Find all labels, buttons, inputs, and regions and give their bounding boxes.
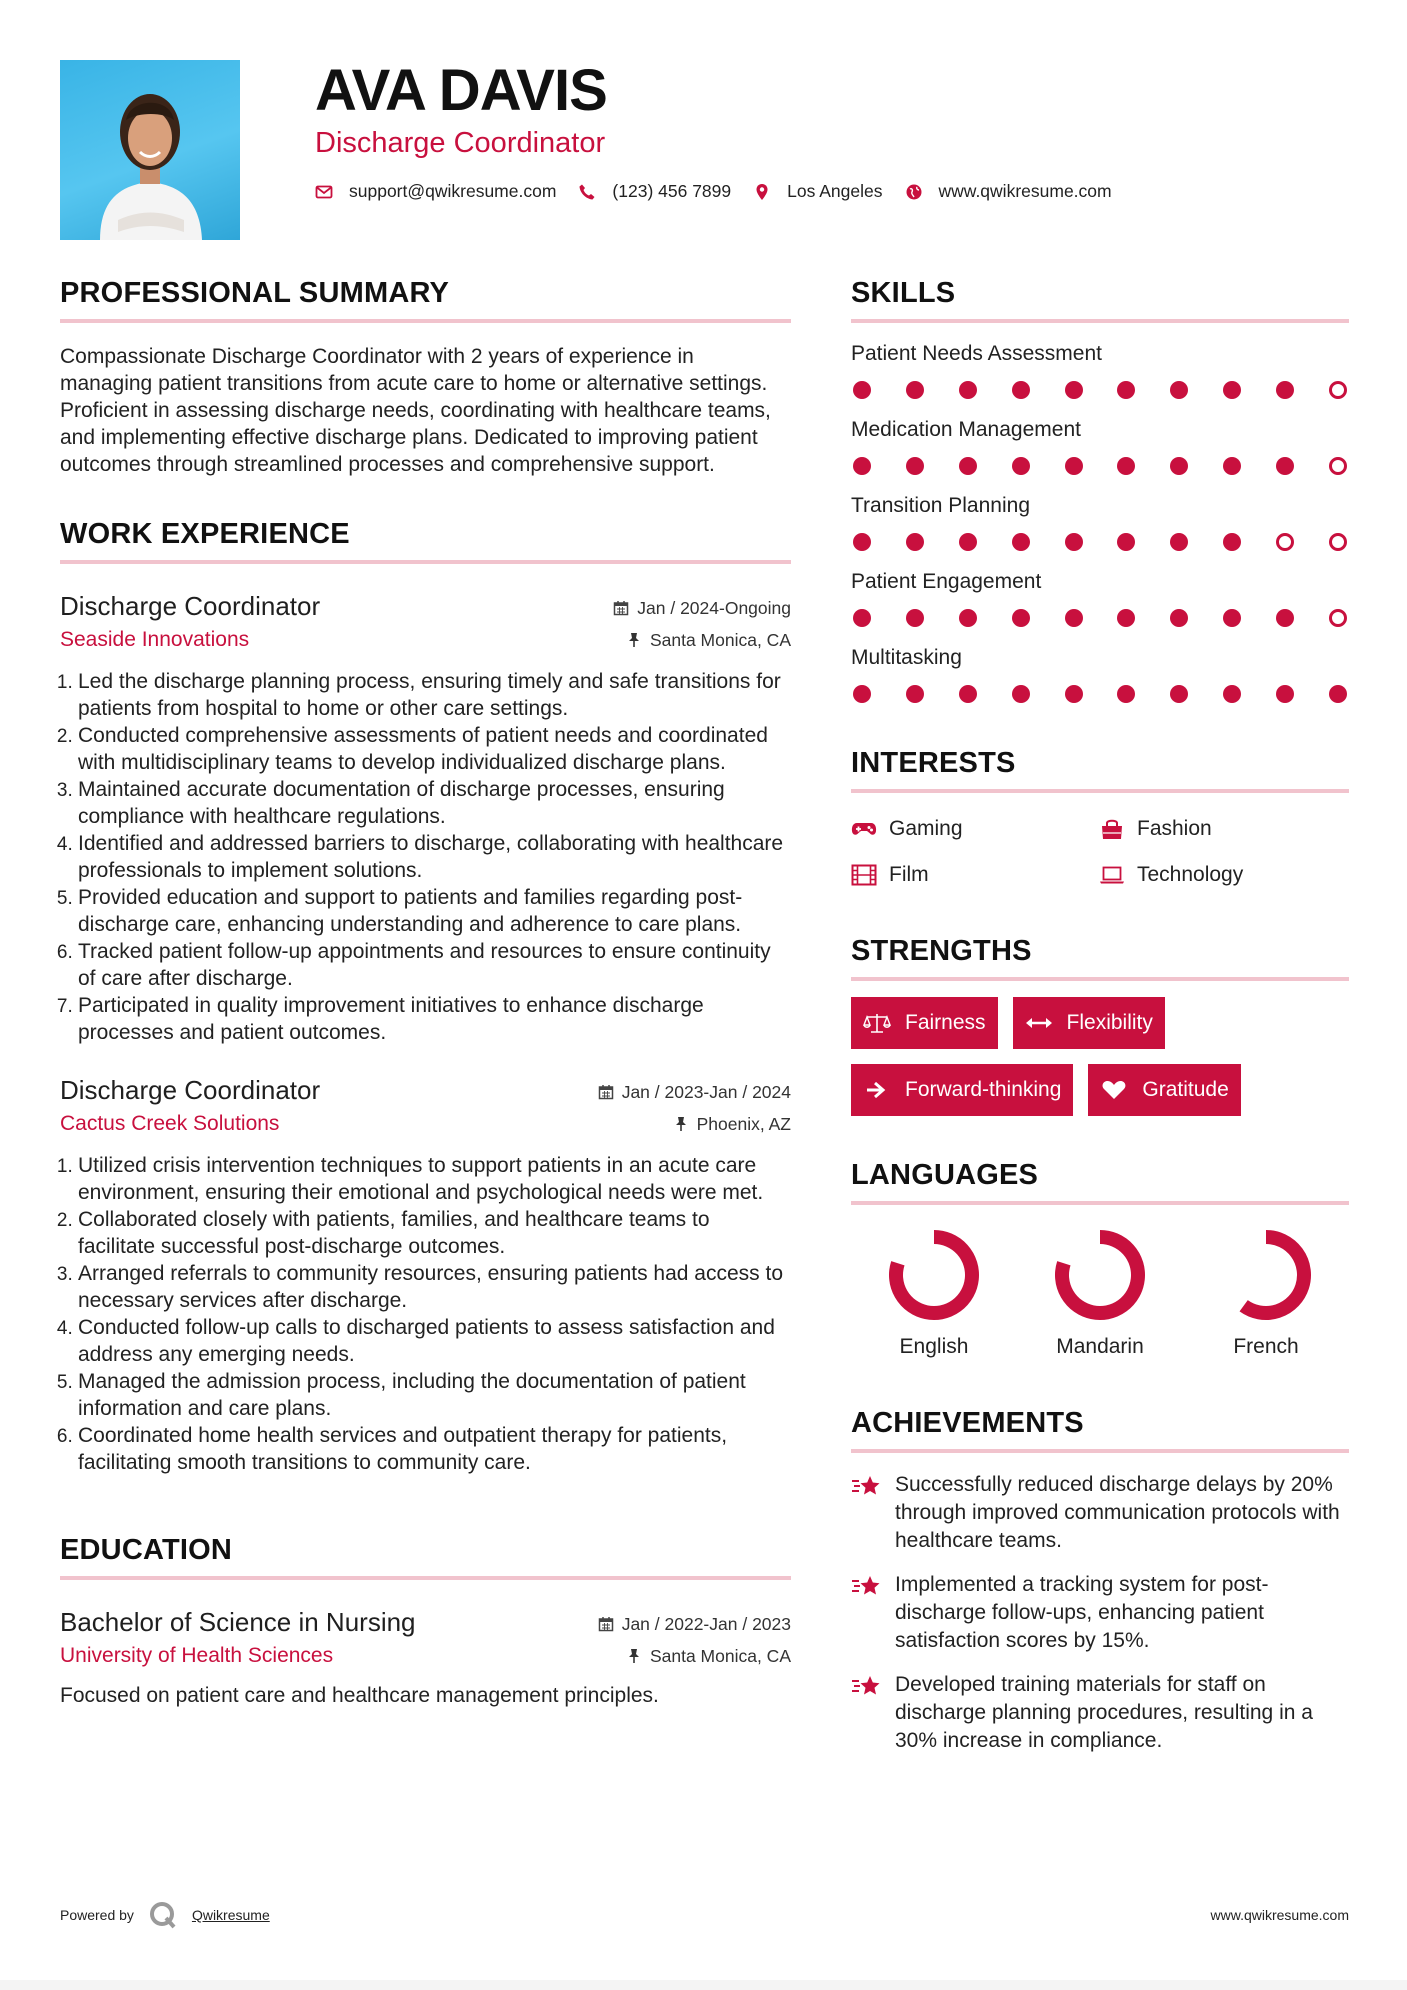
strength-label: Gratitude [1142, 1078, 1229, 1101]
job-duties [60, 1152, 791, 1476]
rating-dot-filled [1223, 381, 1241, 399]
right-column [851, 275, 1349, 1755]
job-location: Santa Monica, CA [649, 630, 791, 650]
interest-item [1099, 861, 1349, 889]
list-item: 6. Coordinated home health services and outpatient therapy for patients, facilitating smooth transitions to community care. [78, 1422, 791, 1476]
school-name: University of Health Sciences [60, 1644, 334, 1667]
skill-rating [851, 685, 1349, 703]
arrows-horizontal-icon [1025, 1012, 1053, 1034]
rating-dot-filled [906, 381, 924, 399]
rating-dot-filled [906, 685, 924, 703]
pushpin-icon [673, 1116, 689, 1132]
education-description: Focused on patient care and healthcare management principles. [60, 1684, 659, 1707]
job-duties [60, 668, 791, 1046]
interest-label: Film [889, 863, 929, 886]
language-ring [1218, 1227, 1314, 1323]
left-column [60, 275, 791, 1709]
email-text: support@qwikresume.com [349, 181, 557, 201]
achievement-text: Successfully reduced discharge delays by 20% through improved communication protocols with healthcare teams. [895, 1473, 1340, 1552]
skill-rating [851, 533, 1349, 551]
rating-dot-filled [1170, 457, 1188, 475]
job-dates: Jan / 2024-Ongoing [637, 598, 791, 618]
rating-dot-filled [1276, 381, 1294, 399]
job-entry [60, 590, 791, 1046]
job-entry [60, 1074, 791, 1476]
skill-item [851, 493, 1349, 551]
skill-name: Transition Planning [851, 494, 1030, 517]
list-item: 1. Led the discharge planning process, ensuring timely and safe transitions for patients from hospital to home or other care settings. [78, 668, 791, 722]
rating-dot-filled [1223, 533, 1241, 551]
language-ring [1052, 1227, 1148, 1323]
rating-dot-filled [853, 609, 871, 627]
skill-rating [851, 457, 1349, 475]
job-title: Discharge Coordinator [60, 1075, 321, 1105]
list-item: 4. Conducted follow-up calls to discharged patients to assess satisfaction and address any emerging needs. [78, 1314, 791, 1368]
rating-dot-filled [906, 533, 924, 551]
rating-dot-filled [959, 533, 977, 551]
heart-icon [1100, 1079, 1128, 1101]
rating-dot-filled [1170, 533, 1188, 551]
star-award-icon [851, 1573, 883, 1601]
rating-dot-filled [1117, 685, 1135, 703]
rating-dot-filled [853, 457, 871, 475]
rating-dot-filled [1276, 457, 1294, 475]
pushpin-icon [626, 632, 642, 648]
candidate-name: AVA DAVIS [315, 58, 607, 123]
interests-list [851, 815, 1349, 889]
location-text: Los Angeles [787, 181, 883, 201]
education-dates: Jan / 2022-Jan / 2023 [621, 1614, 791, 1634]
rating-dot-empty [1329, 609, 1347, 627]
rating-dot-filled [1223, 457, 1241, 475]
rating-dot-filled [853, 533, 871, 551]
rating-dot-empty [1329, 533, 1347, 551]
strength-chip [1088, 1064, 1240, 1116]
rating-dot-filled [1117, 457, 1135, 475]
contact-email[interactable] [315, 181, 556, 202]
rating-dot-filled [1012, 685, 1030, 703]
strength-label: Fairness [905, 1011, 986, 1034]
languages-heading: LANGUAGES [851, 1157, 1349, 1205]
language-ring [886, 1227, 982, 1323]
achievement-item [851, 1471, 1349, 1555]
rating-dot-filled [1223, 609, 1241, 627]
rating-dot-filled [1170, 685, 1188, 703]
interests-heading: INTERESTS [851, 745, 1349, 793]
qwikresume-logo-icon [148, 1900, 178, 1930]
rating-dot-filled [1065, 609, 1083, 627]
list-item: 5. Provided education and support to patients and families regarding post-discharge care, enhancing understanding and adherence to care plans. [78, 884, 791, 938]
job-dates: Jan / 2023-Jan / 2024 [621, 1082, 791, 1102]
list-item: 5. Managed the admission process, including the documentation of patient information and care plans. [78, 1368, 791, 1422]
strength-chip [851, 997, 998, 1049]
interest-label: Fashion [1137, 817, 1212, 840]
star-award-icon [851, 1473, 883, 1501]
rating-dot-filled [1065, 457, 1083, 475]
strength-chip [851, 1064, 1073, 1116]
list-item: 3. Arranged referrals to community resources, ensuring patients had access to necessary services after discharge. [78, 1260, 791, 1314]
globe-icon [905, 183, 923, 201]
list-item: 2. Collaborated closely with patients, families, and healthcare teams to facilitate successful post-discharge outcomes. [78, 1206, 791, 1260]
phone-text: (123) 456 7899 [612, 181, 732, 201]
rating-dot-filled [1065, 685, 1083, 703]
list-item: 4. Identified and addressed barriers to discharge, collaborating with healthcare professionals to implement solutions. [78, 830, 791, 884]
rating-dot-filled [959, 685, 977, 703]
map-marker-icon [753, 183, 771, 201]
education-location: Santa Monica, CA [649, 1646, 791, 1666]
interest-label: Technology [1137, 863, 1244, 886]
skill-rating [851, 609, 1349, 627]
balance-scale-icon [863, 1012, 891, 1034]
company-name: Cactus Creek Solutions [60, 1112, 280, 1135]
language-item [1183, 1227, 1349, 1359]
footer [60, 1900, 1349, 1930]
calendar-icon [598, 1084, 614, 1100]
star-award-icon [851, 1673, 883, 1701]
contact-website[interactable] [905, 181, 1112, 202]
rating-dot-filled [1223, 685, 1241, 703]
list-item: 1. Utilized crisis intervention techniques to support patients in an acute care environment, ensuring their emotional and psychological needs were met. [78, 1152, 791, 1206]
list-item: 6. Tracked patient follow-up appointments and resources to ensure continuity of care after discharge. [78, 938, 791, 992]
rating-dot-filled [1012, 533, 1030, 551]
skill-item [851, 341, 1349, 399]
strength-label: Flexibility [1066, 1011, 1153, 1034]
rating-dot-empty [1276, 533, 1294, 551]
list-item: 3. Maintained accurate documentation of discharge processes, ensuring compliance with healthcare regulations. [78, 776, 791, 830]
skill-rating [851, 381, 1349, 399]
achievements-list [851, 1471, 1349, 1755]
skill-item [851, 569, 1349, 627]
contact-bar [315, 181, 1365, 202]
calendar-icon [598, 1616, 614, 1632]
strengths-heading: STRENGTHS [851, 933, 1349, 981]
company-name: Seaside Innovations [60, 628, 250, 651]
rating-dot-filled [853, 381, 871, 399]
rating-dot-filled [1012, 457, 1030, 475]
rating-dot-filled [1170, 381, 1188, 399]
laptop-icon [1099, 864, 1125, 886]
phone-icon [578, 183, 596, 201]
degree-title: Bachelor of Science in Nursing [60, 1607, 416, 1637]
rating-dot-filled [1276, 685, 1294, 703]
shopping-bag-icon [1099, 818, 1125, 840]
summary-text: Compassionate Discharge Coordinator with 2 years of experience in managing patient transitions from acute care to home or alternative settings. Proficient in assessing discharge needs, coordinating with healthcare teams, and implementing effective discharge plans. Dedicated to improving patient outcomes through streamlined processes and comprehensive support. [60, 345, 771, 476]
job-title: Discharge Coordinator [60, 591, 321, 621]
calendar-icon [613, 600, 629, 616]
job-location: Phoenix, AZ [696, 1114, 791, 1134]
list-item: 2. Conducted comprehensive assessments of patient needs and coordinated with multidisciplinary teams to develop individualized discharge plans. [78, 722, 791, 776]
envelope-icon [315, 183, 333, 201]
skill-name: Multitasking [851, 646, 962, 669]
rating-dot-filled [1012, 381, 1030, 399]
candidate-role: Discharge Coordinator [315, 127, 606, 159]
summary-heading: PROFESSIONAL SUMMARY [60, 275, 791, 323]
rating-dot-filled [1065, 381, 1083, 399]
brand-link[interactable]: Qwikresume [191, 1907, 270, 1923]
powered-by-label: Powered by [60, 1907, 134, 1923]
rating-dot-filled [1065, 533, 1083, 551]
strength-label: Forward-thinking [905, 1078, 1062, 1101]
rating-dot-filled [959, 381, 977, 399]
language-item [1017, 1227, 1183, 1359]
arrow-right-icon [863, 1079, 891, 1101]
skill-name: Medication Management [851, 418, 1081, 441]
interest-item [851, 861, 1099, 889]
achievement-item [851, 1671, 1349, 1755]
list-item: 7. Participated in quality improvement initiatives to enhance discharge processes and patient outcomes. [78, 992, 791, 1046]
pushpin-icon [626, 1648, 642, 1664]
rating-dot-empty [1329, 457, 1347, 475]
language-level-arc [1244, 1237, 1304, 1313]
rating-dot-filled [1329, 685, 1347, 703]
gamepad-icon [851, 818, 877, 840]
rating-dot-filled [959, 457, 977, 475]
film-icon [851, 864, 877, 886]
language-name: English [899, 1335, 969, 1358]
skill-item [851, 645, 1349, 703]
skills-list [851, 341, 1349, 703]
contact-phone[interactable] [578, 181, 731, 202]
rating-dot-empty [1329, 381, 1347, 399]
rating-dot-filled [1276, 609, 1294, 627]
footer-url[interactable]: www.qwikresume.com [1210, 1907, 1349, 1923]
skill-item [851, 417, 1349, 475]
powered-by [60, 1900, 270, 1930]
interest-label: Gaming [889, 817, 963, 840]
achievement-item [851, 1571, 1349, 1655]
rating-dot-filled [1117, 533, 1135, 551]
strengths-list [851, 997, 1349, 1131]
interest-item [851, 815, 1099, 843]
language-item [851, 1227, 1017, 1359]
rating-dot-filled [1117, 609, 1135, 627]
language-level-arc [896, 1237, 972, 1313]
language-name: Mandarin [1056, 1335, 1144, 1358]
interest-item [1099, 815, 1349, 843]
rating-dot-filled [853, 685, 871, 703]
achievement-text: Developed training materials for staff on discharge planning procedures, resulting in a 30% increase in compliance. [895, 1673, 1313, 1752]
rating-dot-filled [906, 609, 924, 627]
rating-dot-filled [959, 609, 977, 627]
strength-chip [1013, 997, 1165, 1049]
skills-heading: SKILLS [851, 275, 1349, 323]
contact-location [753, 181, 882, 202]
skill-name: Patient Needs Assessment [851, 342, 1102, 365]
education-entry [60, 1606, 791, 1709]
experience-heading: WORK EXPERIENCE [60, 516, 791, 564]
profile-photo [60, 60, 240, 240]
rating-dot-filled [1117, 381, 1135, 399]
achievements-heading: ACHIEVEMENTS [851, 1405, 1349, 1453]
skill-name: Patient Engagement [851, 570, 1042, 593]
education-heading: EDUCATION [60, 1532, 791, 1580]
languages-list [851, 1227, 1349, 1359]
rating-dot-filled [906, 457, 924, 475]
footer-strip [0, 1980, 1407, 1990]
website-text: www.qwikresume.com [938, 181, 1112, 201]
achievement-text: Implemented a tracking system for post-discharge follow-ups, enhancing patient satisfaction scores by 15%. [895, 1573, 1269, 1652]
header [315, 55, 1365, 202]
rating-dot-filled [1170, 609, 1188, 627]
rating-dot-filled [1012, 609, 1030, 627]
language-name: French [1233, 1335, 1299, 1358]
language-level-arc [1062, 1237, 1138, 1313]
